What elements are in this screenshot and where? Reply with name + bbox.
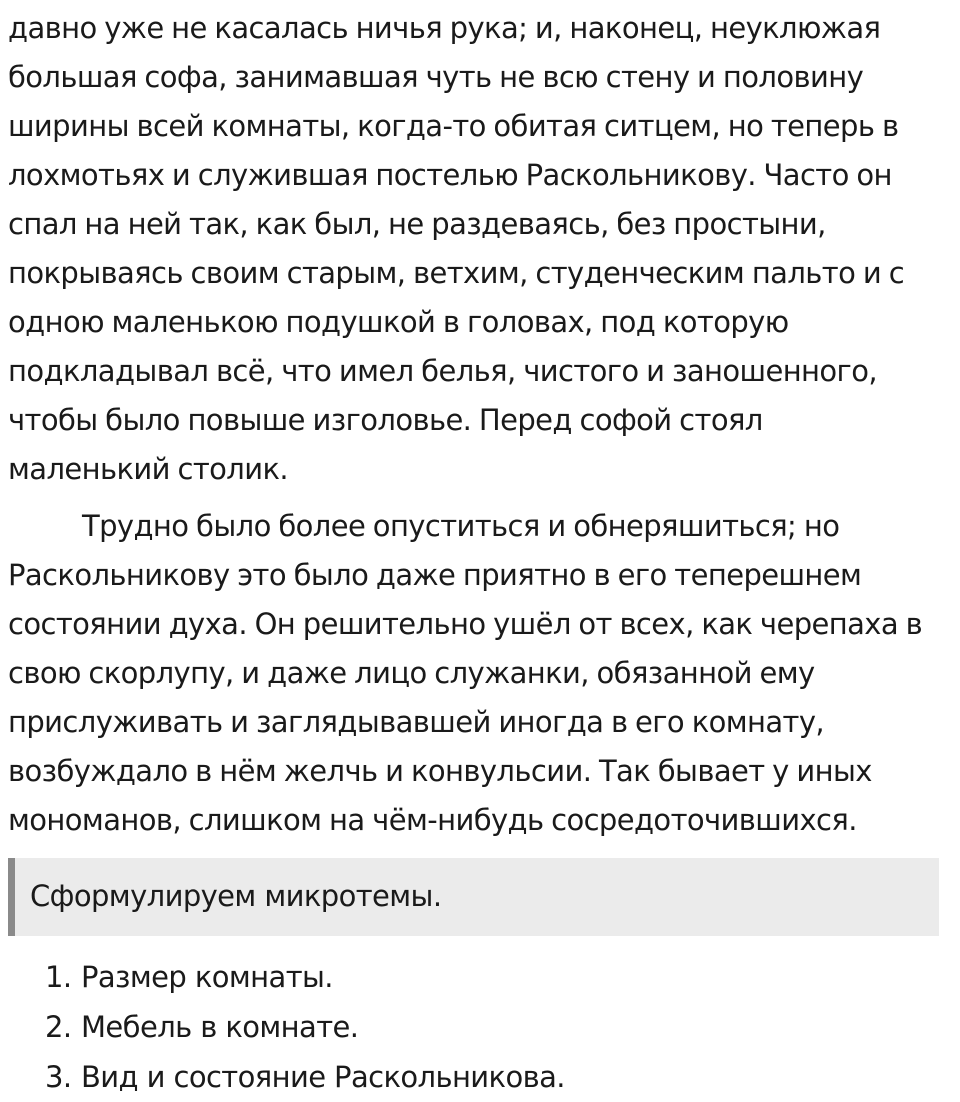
text-line: маленький столик. — [8, 452, 289, 486]
list-number — [0, 1052, 81, 1102]
text-line: состоянии духа. Он решительно ушёл от всех, как черепаха в — [8, 607, 923, 641]
text-line: спал на ней так, как был, не раздеваясь, без простыни, — [8, 207, 826, 241]
text-line: большая софа, занимавшая чуть не всю стену и половину — [8, 60, 864, 94]
text-line: подкладывал всё, что имел белья, чистого и заношенного, — [8, 354, 877, 388]
callout-text: Сформулируем микротемы. — [30, 879, 442, 913]
text-line: давно уже не касалась ничья рука; и, наконец, неуклюжая — [8, 11, 881, 45]
list-number — [0, 1002, 81, 1052]
text-line: одною маленькою подушкой в головах, под которую — [8, 305, 789, 339]
text-line: прислуживать и заглядывавшей иногда в его комнату, — [8, 705, 825, 739]
callout-box — [8, 858, 939, 936]
list-item-text: Вид и состояние Раскольникова. — [81, 1060, 565, 1094]
list-item — [0, 1052, 565, 1102]
paragraph-raskolnikov-state — [8, 502, 956, 845]
text-line: чтобы было повыше изголовье. Перед софой стоял — [8, 403, 763, 437]
list-item-text: Мебель в комнате. — [81, 1010, 359, 1044]
list-number-label: 3. — [45, 1060, 72, 1094]
text-line: свою скорлупу, и даже лицо служанки, обязанной ему — [8, 656, 815, 690]
list-item-text: Размер комнаты. — [81, 960, 333, 994]
list-item — [0, 952, 565, 1002]
text-line: ширины всей комнаты, когда-то обитая ситцем, но теперь в — [8, 109, 899, 143]
text-line: покрываясь своим старым, ветхим, студенческим пальто и с — [8, 256, 905, 290]
text-line: Трудно было более опуститься и обнеряшиться; но — [82, 509, 840, 543]
text-line: лохмотьях и служившая постелью Раскольникову. Часто он — [8, 158, 892, 192]
list-number-label: 2. — [45, 1010, 72, 1044]
microtopics-list — [0, 952, 565, 1102]
text-line: мономанов, слишком на чём-нибудь сосредоточившихся. — [8, 803, 857, 837]
text-line: Раскольникову это было даже приятно в его теперешнем — [8, 558, 862, 592]
paragraph-room-description — [8, 4, 956, 494]
list-number-label: 1. — [45, 960, 72, 994]
text-line: возбуждало в нём желчь и конвульсии. Так бывает у иных — [8, 754, 872, 788]
list-number — [0, 952, 81, 1002]
list-item — [0, 1002, 565, 1052]
